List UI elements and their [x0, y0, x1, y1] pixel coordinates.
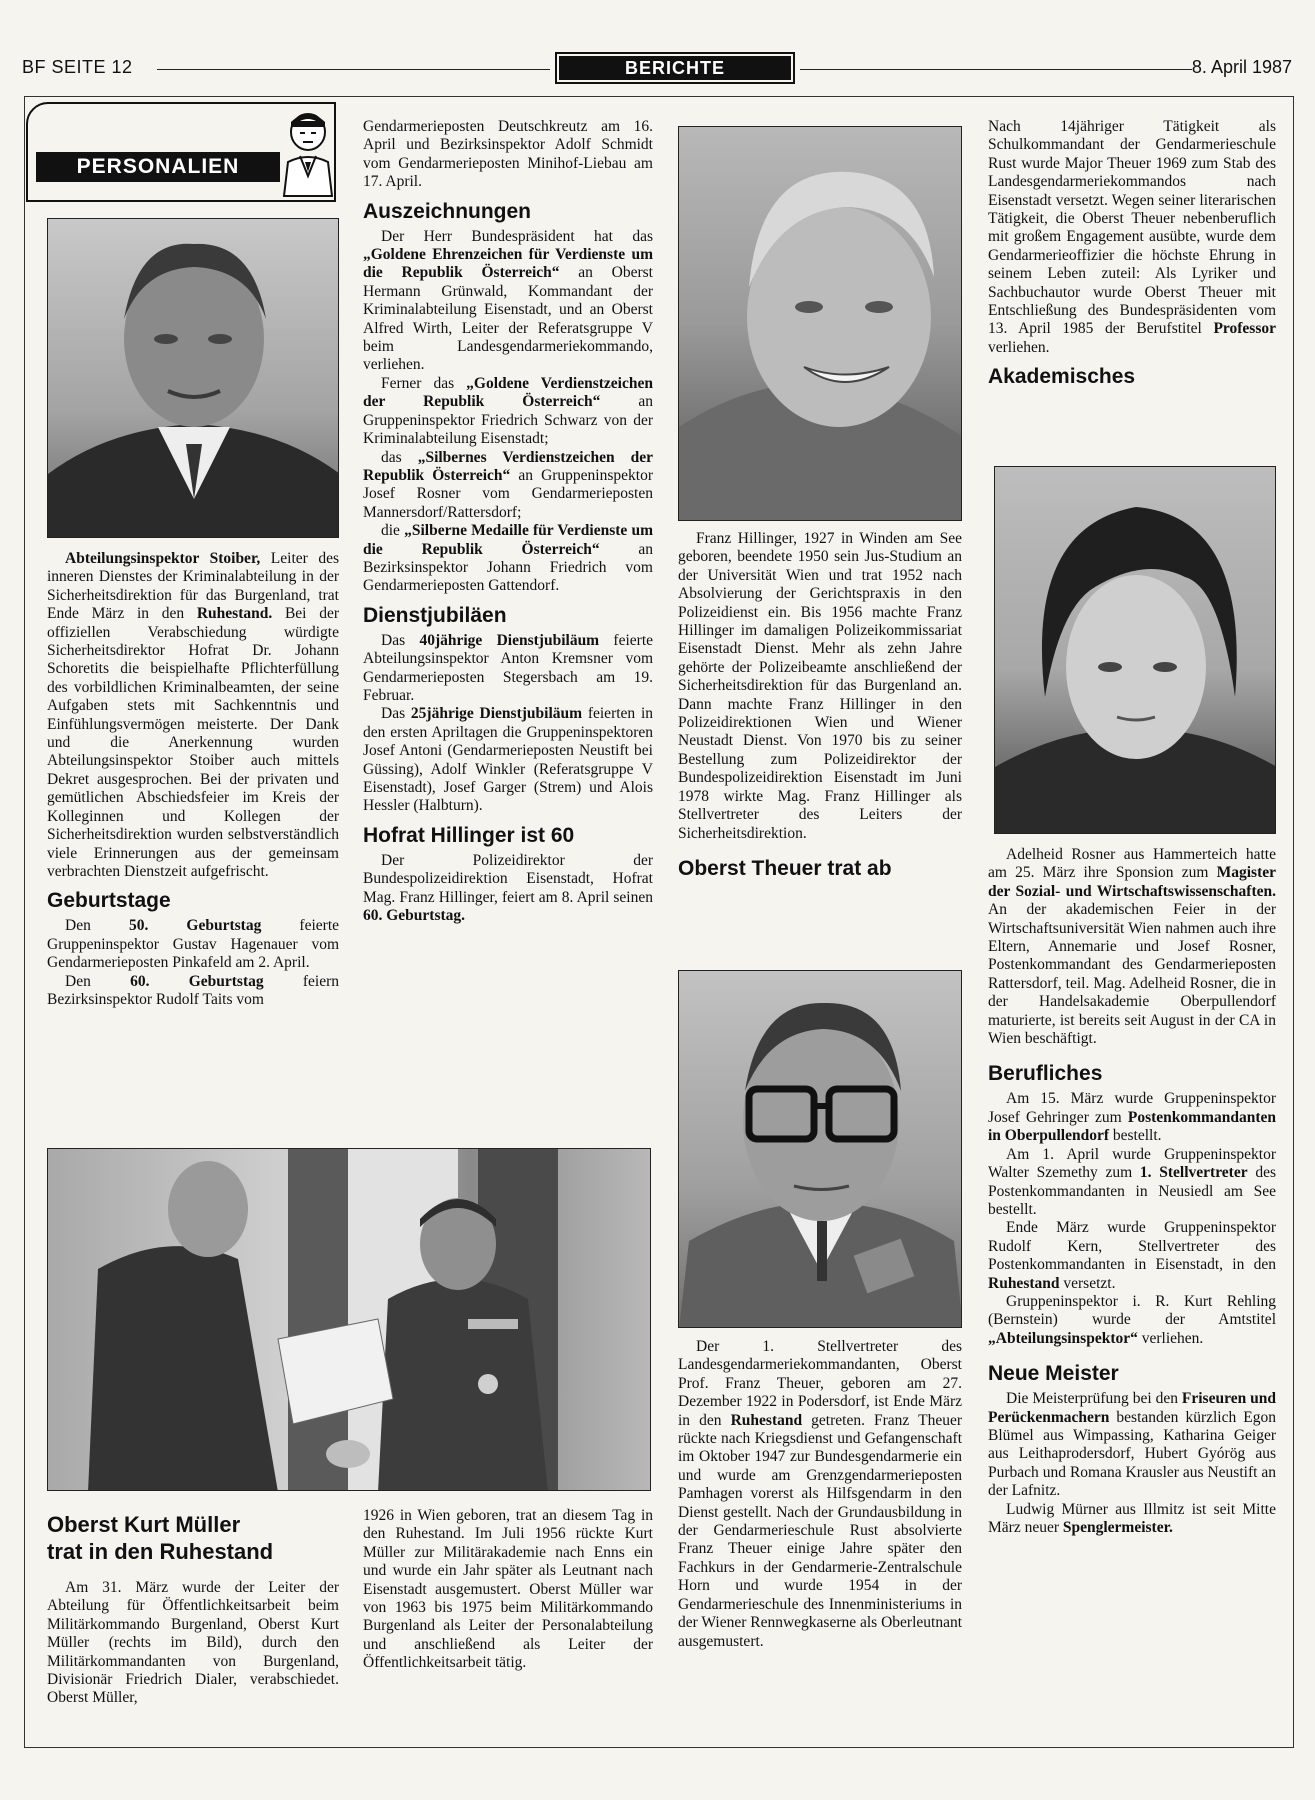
ceremony-illustration — [48, 1149, 651, 1491]
mueller-paragraph-right: 1926 in Wien geboren, trat an diesem Tag in den Ruhestand. Im Juli 1956 rückte Kurt Müller zur Militärakademie nach Enns ein und wurde ein Jahr später als Leutnant nach Eisenstadt ausgemustert. Oberst Müller war von 1963 bis 1975 beim Militärkommando Burgenland als Leiter der Personalabteilung und anschließend als Leiter der Öffentlichkeitsarbeit tätig. — [363, 1507, 653, 1672]
heading-berufliches: Berufliches — [988, 1062, 1103, 1086]
header-rule-left — [157, 69, 550, 70]
bold-text: 1. Stellvertreter — [1139, 1164, 1248, 1182]
header-rule-right — [800, 69, 1192, 70]
text: Den — [65, 972, 131, 990]
text: Der Herr Bundespräsident hat das — [381, 227, 653, 245]
text: An der akademischen Feier in der Wirtschaftsuniversität Wien nahmen auch ihre Eltern, Annemarie und Josef Rosner, Postenkommandant des Gendarmerieposten Rattersdorf, teil. Mag. Adelheid Rosner, die in der Handelsakademie Oberpullendorf maturierte, ist bereits seit August in der CA in Wien beschäftigt. — [988, 901, 1276, 1048]
photo-mueller-ceremony — [47, 1148, 651, 1491]
text: feiern Bezirksinspektor Rudolf Taits vom — [47, 972, 340, 1008]
personalien-box — [26, 102, 336, 202]
bold-text: „Silbernes Verdienstzeichen der Republik Österreich“ — [363, 448, 653, 484]
bold-text: Ruhestand — [988, 1274, 1060, 1292]
hillinger-caption: Franz Hillinger, 1927 in Winden am See geboren, beendete 1950 sein Jus-Studium an der Universität Wien und trat 1952 nach Absolvierung der Gerichtspraxis in den Polizeidienst ein. Bis 1956 machte Franz Hillinger im damaligen Polizeikommissariat Eisenstadt Dienst. Mehr als zehn Jahre gehörte der Polizeibeamte anschließend der Sicherheitsdirektion für das Burgenland an. Dann machte Franz Hillinger in den Polizeidirektionen Wien und Wiener Neustadt Dienst. Von 1970 bis zu seiner Bestellung zum Polizeidirektor der Bundespolizeidirektion Eisenstadt im Juni 1978 wirkte Mag. Franz Hillinger als Stellvertreter des Leiters der Sicherheitsdirektion. — [678, 530, 962, 842]
heading-geburtstage: Geburtstage — [47, 889, 171, 913]
bold-text: Ruhestand — [730, 1411, 803, 1429]
text: Der Polizeidirektor der Bundespolizeidirektion Eisenstadt, Hofrat Mag. Franz Hillinger, feiert am 8. April seinen — [363, 851, 653, 906]
mueller-paragraph-left: Am 31. März wurde der Leiter der Abteilung für Öffentlichkeitsarbeit beim Militärkommando Burgenland, Oberst Kurt Müller (rechts im Bild), durch den Militärkommandanten von Burgenland, Divisionär Friedrich Dialer, verabschiedet. Oberst Müller, — [47, 1579, 339, 1707]
text: Das — [381, 631, 420, 649]
text: an Oberst Hermann Grünwald, Kommandant der Kriminalabteilung Eisenstadt, und an Oberst Alfred Wirth, Leiter der Referatsgruppe V beim Landesgendarmeriekommando, verliehen. — [363, 264, 653, 374]
caption-text: Leiter des inneren Dienstes der Kriminalabteilung in der Sicherheitsdirektion für das Burgenland, trat Ende März in den — [47, 550, 339, 623]
section-box — [555, 52, 795, 84]
page-number: BF SEITE 12 — [22, 57, 133, 77]
text: bestanden kürzlich Egon Blümel aus Wimpassing, Katharina Geiger aus Leithaprodersdorf, Hubert Gyórög aus Purbach und Romana Krausler aus Neustift an der Lafnitz. — [988, 1408, 1276, 1500]
bold-text: 40jährige Dienstjubiläum — [419, 631, 600, 649]
text: Ferner das — [381, 374, 467, 392]
column-4 — [988, 118, 1276, 393]
geburtstage-paragraph-2 — [47, 973, 339, 1010]
theuer-continued — [988, 118, 1276, 357]
geburtstage-paragraph-1 — [47, 917, 339, 972]
column-1 — [47, 550, 339, 1009]
photo-stoiber — [47, 218, 339, 538]
ausz-paragraph-3 — [363, 449, 653, 523]
text: Den — [65, 917, 129, 935]
portrait-theuer — [679, 971, 962, 1328]
text: getreten. Franz Theuer rückte nach Kriegsdienst und Gefangenschaft im Oktober 1947 zur Bundesgendarmerie ein und wurde am Grenzgendarmerieposten Pamhagen vorerst als Hilfsgendarm in den Dienst gestellt. Nach der Grundausbildung in der Gendarmerieschule Rust absolvierte Franz Theuer einige Jahre später den Fachkurs in der Gendarmerie-Zentralschule Horn und wurde 1954 in der Gendarmerieschule des Innenministeriums in der Wiener Rennwegkaserne als Oberleutnant ausgemustert. — [678, 1411, 963, 1650]
beruf-paragraph-1 — [988, 1090, 1276, 1145]
heading-mueller-line-1: Oberst Kurt Müller — [47, 1512, 241, 1537]
issue-date: 8. April 1987 — [1191, 57, 1292, 77]
column-2 — [363, 118, 653, 925]
personalien-label: PERSONALIEN — [36, 152, 280, 182]
text: die — [381, 522, 405, 540]
text: des Postenkommandanten in Neusiedl am See bestellt. — [988, 1164, 1276, 1218]
bold-text: „Goldene Verdienstzeichen der Republik Österreich“ — [363, 374, 653, 411]
heading-hillinger: Hofrat Hillinger ist 60 — [363, 823, 575, 847]
section-title: BERICHTE — [559, 56, 791, 80]
photo-rosner — [994, 466, 1276, 834]
text: Der 1. Stellvertreter des Landesgendarmeriekommandanten, Oberst Prof. Franz Theuer, geboren am 27. Dezember 1922 in Podersdorf, ist Ende März in den — [678, 1338, 962, 1429]
text: verliehen. — [988, 338, 1050, 356]
col2-top-paragraph: Gendarmerieposten Deutschkreutz am 16. April und Bezirksinspektor Adolf Schmidt vom Gendarmerieposten Minihof-Liebau am 17. April. — [363, 118, 653, 191]
bold-text: Friseuren und Perückenmachern — [988, 1390, 1276, 1426]
bold-text: Magister der Sozial- und Wirtschaftswissenschaften. — [988, 864, 1276, 900]
ausz-paragraph-4 — [363, 522, 653, 596]
bold-text: „Abteilungsinspektor“ — [988, 1329, 1138, 1347]
text: Die Meisterprüfung bei den — [1006, 1390, 1182, 1408]
text: verliehen. — [1137, 1329, 1204, 1347]
meister-paragraph-2 — [988, 1501, 1276, 1538]
column-3 — [678, 530, 962, 885]
heading-dienstjubilaeen: Dienstjubiläen — [363, 603, 507, 627]
heading-mueller — [47, 1511, 339, 1565]
portrait-hillinger — [679, 127, 962, 521]
photo-theuer — [678, 970, 962, 1328]
text: Ende März wurde Gruppeninspektor Rudolf Kern, Stellvertreter des Postenkommandanten in Eisenstadt, in den — [988, 1219, 1276, 1274]
photo-hillinger — [678, 126, 962, 521]
text: an Gruppeninspektor Josef Rosner vom Gendarmerieposten Mannersdorf/Rattersdorf; — [363, 466, 653, 521]
text: Am 1. April wurde Gruppeninspektor Walter Szemethy zum — [988, 1145, 1276, 1182]
bold-text: Postenkommandanten in Oberpullendorf — [988, 1108, 1276, 1145]
hillinger-paragraph — [363, 852, 653, 926]
person-icon — [278, 110, 338, 198]
bold-text: „Goldene Ehrenzeichen für Verdienste um die Republik Österreich“ — [363, 246, 653, 282]
bold-text: 60. Geburtstag — [130, 972, 264, 990]
bold-text: 50. Geburtstag — [128, 917, 262, 935]
stoiber-caption — [47, 550, 339, 881]
heading-neue-meister: Neue Meister — [988, 1362, 1119, 1386]
text: bestellt. — [1109, 1127, 1162, 1145]
text: an Bezirksinspektor Johann Friedrich vom Gendarmerieposten Gattendorf. — [363, 540, 653, 595]
portrait-rosner — [995, 467, 1276, 834]
text: feierten in den ersten Apriltagen die Gruppeninspektoren Josef Antoni (Gendarmerieposten Neustift bei Güssing), Adolf Winkler (Referatsgruppe V Eisenstadt), Josef Garger (Strem) und Alois Hessler (Halbturn). — [363, 705, 654, 815]
text: an Gruppeninspektor Friedrich Schwarz von der Kriminalabteilung Eisenstadt; — [363, 393, 653, 448]
ausz-paragraph-2 — [363, 375, 653, 449]
text: Adelheid Rosner aus Hammerteich hatte am 25. März ihre Sponsion zum — [988, 846, 1276, 882]
meister-paragraph-1 — [988, 1390, 1276, 1500]
heading-auszeichnungen: Auszeichnungen — [363, 199, 532, 223]
caption-bold: Ruhestand. — [196, 605, 273, 623]
beruf-paragraph-4 — [988, 1293, 1276, 1348]
text: Gruppeninspektor i. R. Kurt Rehling (Bernstein) wurde der Amtstitel — [988, 1292, 1276, 1329]
mueller-left — [47, 1503, 339, 1708]
beruf-paragraph-2 — [988, 1146, 1276, 1220]
bold-text: 60. Geburtstag. — [363, 907, 466, 925]
column-4-lower — [988, 846, 1276, 1537]
column-3-lower — [678, 1338, 962, 1651]
bold-text: 25jährige Dienstjubiläum — [410, 705, 583, 723]
text: versetzt. — [1059, 1274, 1116, 1292]
heading-akademisches: Akademisches — [988, 365, 1136, 389]
text: das — [381, 448, 418, 466]
text: Ludwig Mürner aus Illmitz ist seit Mitte März neuer — [988, 1500, 1276, 1536]
theuer-caption — [678, 1338, 962, 1651]
text: Am 15. März wurde Gruppeninspektor Josef Gehringer zum — [988, 1090, 1276, 1126]
text: Das — [381, 705, 411, 723]
mueller-right — [363, 1507, 653, 1673]
text: Nach 14jähriger Tätigkeit als Schulkommandant der Gendarmerieschule Rust wurde Major Theuer 1969 zum Stab des Landesgendarmeriekommandos nach Eisenstadt versetzt. Wegen seiner literarischen Tätigkeit, die Oberst Theuer nebenberuflich mit großem Engagement ausübte, wurde dem Gendarmerieoffizier die höchste Ehrung in seinem Leben zuteil: Als Lyriker und Sachbuchautor wurde Oberst Theuer mit Entschließung des Bundespräsidenten vom 13. April 1985 der Berufstitel — [988, 118, 1276, 338]
portrait-stoiber — [48, 219, 339, 538]
text: feierte Abteilungsinspektor Anton Kremsner vom Gendarmerieposten Stegersbach am 19. Februar. — [363, 631, 654, 704]
beruf-paragraph-3 — [988, 1219, 1276, 1293]
bold-text: „Silberne Medaille für Verdienste um die Republik Österreich“ — [363, 522, 653, 558]
bold-text: Spenglermeister. — [1062, 1519, 1173, 1536]
heading-mueller-line-2: trat in den Ruhestand — [47, 1539, 274, 1564]
rosner-caption — [988, 846, 1276, 1048]
bold-text: Professor — [1213, 320, 1276, 338]
dienst-paragraph-1 — [363, 632, 653, 706]
dienst-paragraph-2 — [363, 705, 653, 815]
caption-text-2: Bei der offiziellen Verabschiedung würdigte Sicherheitsdirektor Hofrat Dr. Johann Schoretits die beispielhafte Pflichterfüllung des vorbildlichen Kriminalbeamten, der seine Aufgaben stets mit Sachkenntnis und Einfühlungsvermögen meisterte. Der Dank und die Anerkennung wurden Abteilungsinspektor Stoiber auch mittels Dekret ausgesprochen. Bei der privaten und gemütlichen Abschiedsfeier im Kreis der Kolleginnen und Kollegen der Sicherheitsdirektion wurden selbstverständlich viele Erinnerungen aus der gemeinsam verbrachten Dienstzeit aufgefrischt. — [47, 605, 339, 880]
caption-lead: Abteilungsinspektor Stoiber, — [65, 550, 261, 567]
heading-theuer: Oberst Theuer trat ab — [678, 856, 892, 880]
text: feierte Gruppeninspektor Gustav Hagenauer vom Gendarmerieposten Pinkafeld am 2. April. — [47, 917, 340, 972]
page-header — [22, 52, 1292, 86]
ausz-paragraph-1 — [363, 228, 653, 375]
